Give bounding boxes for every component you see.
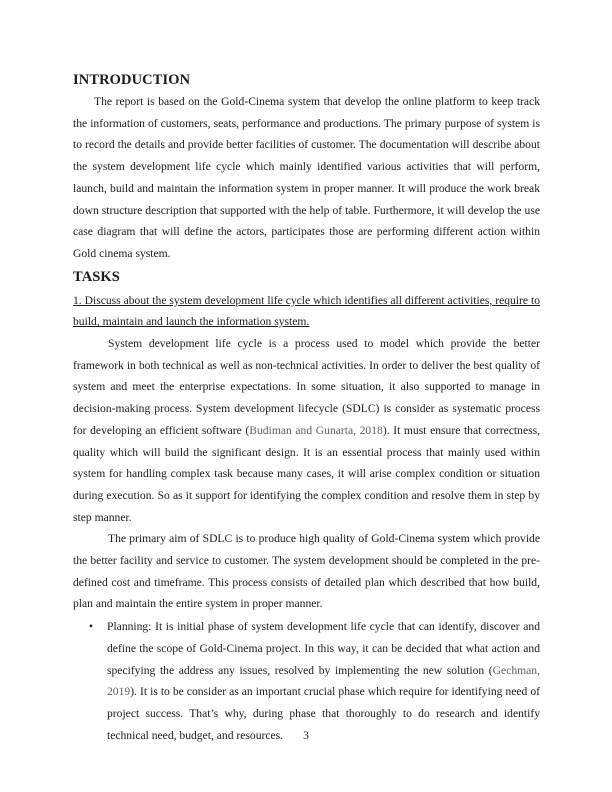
sdlc-paragraph-1: [73, 333, 540, 528]
bullet-item-planning: [73, 616, 540, 746]
tasks-heading: TASKS: [73, 268, 120, 285]
bullet-planning-text: [107, 616, 540, 746]
bullet-planning-text-b: ). It is to be consider as an important crucial phase which require for identifying need of project success. That’s why, during phase that thoroughly to do research and identify technical need, budget, and resources.: [107, 685, 540, 742]
sdlc-paragraph-1-text-a: System development life cycle is a process used to model which provide the better framework in both technical as well as non-technical activities. In order to deliver the best quality of system and meet the enterprise expectations. In some situation, it also supported to manage in decision-making process. System development lifecycle (SDLC) is consider as systematic process for developing an efficient software (: [73, 337, 540, 437]
sdlc-paragraph-1-text-b: ). It must ensure that correctness, quality which will build the significant design. It is an essential process that mainly used within system for handling complex task because many cases, it will arise complex condition or situation during execution. So as it support for identifying the complex condition and resolve them in step by step manner.: [73, 423, 541, 524]
bullet-planning-text-a: Planning: It is initial phase of system development life cycle that can identify, discover and define the scope of Gold-Cinema project. In this way, it can be decided that what action and specifying the address any issues, resolved by implementing the new solution (: [107, 620, 540, 677]
page-content: [73, 71, 540, 746]
page-number: 3: [303, 729, 309, 742]
task-1-title: 1. Discuss about the system development life cycle which identifies all different activities, require to build, maintain and launch the information system.: [73, 293, 540, 329]
bullet-dot-icon: •: [89, 620, 94, 634]
introduction-heading: INTRODUCTION: [73, 72, 191, 88]
introduction-paragraph: The report is based on the Gold-Cinema system that develop the online platform to keep track the information of customers, seats, performance and productions. The primary purpose of system is to record the details and provide better facilities of customer. The documentation will describe about the system development life cycle which mainly identified various activities that will perform, launch, build and maintain the information system in proper manner. It will produce the work break down structure description that supported with the help of table. Furthermore, it will develop the use case diagram that will define the actors, participates those are performing different action within Gold cinema system.: [73, 95, 540, 260]
sdlc-paragraph-2: The primary aim of SDLC is to produce high quality of Gold-Cinema system which provide the better facility and service to customer. The system development should be completed in the pre-defined cost and timeframe. This process consists of detailed plan which described that how build, plan and maintain the entire system in proper manner.: [73, 532, 540, 611]
citation-budiman: Budiman and Gunarta, 2018: [249, 423, 383, 437]
citation-gechman: Gechman, 2019: [107, 663, 540, 699]
